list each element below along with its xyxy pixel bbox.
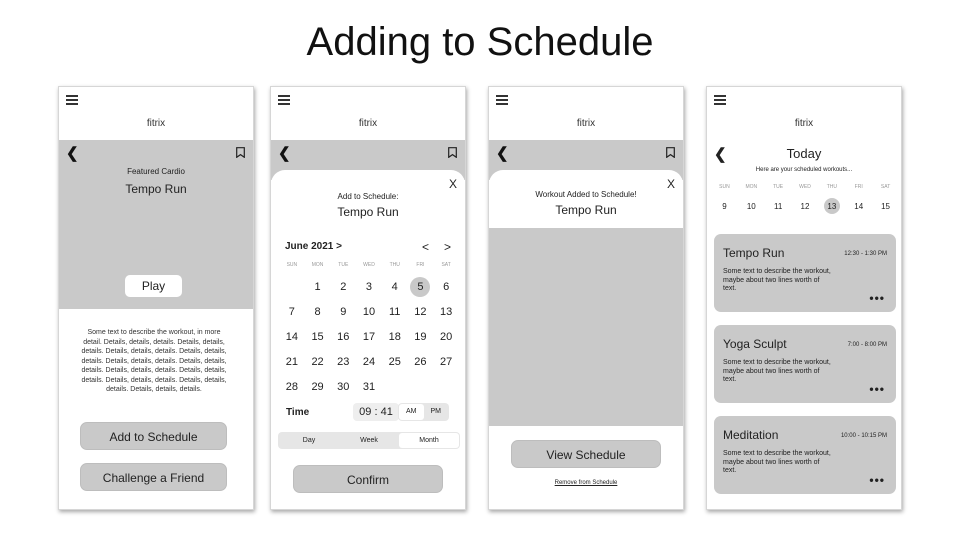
hamburger-menu-icon[interactable] (278, 95, 290, 105)
calendar-day[interactable]: 17 (362, 330, 376, 343)
view-schedule-button[interactable]: View Schedule (511, 440, 661, 468)
bookmark-icon[interactable] (666, 147, 675, 158)
time-input[interactable]: 09 : 41 (353, 403, 399, 421)
calendar-day[interactable]: 9 (340, 305, 347, 318)
bookmark-icon[interactable] (448, 147, 457, 158)
confirm-button[interactable]: Confirm (293, 465, 443, 493)
calendar-day[interactable]: 18 (388, 330, 401, 343)
calendar-day[interactable]: 23 (337, 355, 350, 368)
week-day[interactable]: 11 (773, 201, 783, 211)
app-brand: fitrix (576, 118, 596, 129)
calendar-day[interactable]: 3 (365, 280, 373, 293)
calendar-day[interactable]: 2 (340, 280, 347, 293)
weekday-label: FRI (854, 184, 863, 190)
calendar-day[interactable]: 12 (414, 305, 427, 318)
calendar-day[interactable]: 20 (440, 330, 453, 343)
weekday-label: MON (311, 262, 324, 268)
phone-screen-workout-detail (58, 86, 254, 510)
more-options-icon[interactable]: ••• (869, 473, 885, 487)
back-arrow-icon[interactable]: ❮ (278, 145, 291, 162)
calendar-day[interactable]: 10 (362, 305, 376, 318)
app-brand: fitrix (146, 118, 166, 129)
more-options-icon[interactable]: ••• (869, 291, 885, 305)
week-day[interactable]: 9 (722, 201, 727, 211)
confirmation-sheet (489, 170, 683, 510)
calendar-day[interactable]: 27 (440, 355, 453, 368)
weekday-label: SAT (880, 184, 891, 190)
am-pm-toggle (398, 403, 449, 421)
phone-screen-add-to-schedule (270, 86, 466, 510)
calendar-weekday-header (279, 262, 459, 268)
view-option-day[interactable]: Day (302, 437, 316, 444)
calendar-day[interactable]: 28 (285, 380, 298, 393)
calendar-day[interactable]: 15 (311, 330, 324, 343)
calendar-day[interactable]: 19 (414, 330, 427, 343)
weekday-label: SAT (441, 262, 451, 268)
calendar-day[interactable]: 21 (285, 355, 298, 368)
workout-description: Some text to describe the workout, in more detail. Details, details, details. Details, details, details. Details, details, details. Details, details, details. Details, details, details. Details, details, details. Details, details, details. Details, details, details. Details, details, details. Details, details, details. Details, details, details. (81, 329, 227, 393)
calendar-day[interactable]: 22 (311, 355, 324, 368)
time-label: Time (286, 407, 310, 418)
calendar-day[interactable]: 24 (362, 355, 376, 368)
am-option[interactable]: AM (399, 404, 424, 420)
calendar-day[interactable]: 29 (311, 380, 324, 393)
page-title: Today (786, 146, 822, 161)
close-icon[interactable]: X (666, 177, 675, 191)
weekday-label: THU (389, 262, 400, 268)
calendar-day[interactable]: 16 (337, 330, 350, 343)
challenge-friend-button[interactable]: Challenge a Friend (80, 463, 227, 491)
phone-screen-workout-added (488, 86, 684, 510)
week-day[interactable]: 10 (746, 201, 756, 211)
workout-name: Tempo Run (125, 182, 187, 196)
calendar-day[interactable]: 8 (314, 305, 321, 318)
calendar-day[interactable]: 6 (443, 280, 450, 293)
placeholder-area (489, 228, 683, 426)
hamburger-menu-icon[interactable] (66, 95, 78, 105)
close-icon[interactable]: X (448, 177, 457, 191)
workout-card-name: Meditation (723, 428, 779, 442)
workout-name: Tempo Run (555, 203, 617, 217)
month-selector[interactable]: June 2021 > (285, 241, 342, 252)
weekday-label: WED (363, 262, 375, 268)
workout-card[interactable] (714, 325, 896, 403)
featured-label: Featured Cardio (127, 167, 185, 176)
featured-hero (59, 140, 253, 309)
prev-month-icon[interactable]: < (422, 240, 430, 254)
back-arrow-icon[interactable]: ❮ (66, 145, 79, 162)
calendar-day[interactable]: 14 (285, 330, 298, 343)
more-options-icon[interactable]: ••• (869, 382, 885, 396)
back-arrow-icon[interactable]: ❮ (714, 146, 727, 163)
calendar-day[interactable]: 7 (288, 305, 295, 318)
workout-card-description: Some text to describe the workout, maybe about two lines worth of text. (723, 450, 831, 474)
play-button[interactable]: Play (125, 275, 182, 297)
week-weekday-header (711, 184, 899, 190)
phone-screen-today-schedule (706, 86, 902, 510)
calendar-day[interactable]: 13 (440, 305, 453, 318)
week-day[interactable]: 12 (800, 201, 810, 211)
workout-card-time: 7:00 - 8:00 PM (847, 342, 887, 348)
weekday-label: SUN (286, 262, 298, 268)
pm-option[interactable]: PM (430, 408, 441, 415)
app-brand: fitrix (794, 118, 814, 129)
calendar-day[interactable]: 26 (414, 355, 427, 368)
workout-card-description: Some text to describe the workout, maybe about two lines worth of text. (723, 268, 831, 292)
hamburger-menu-icon[interactable] (714, 95, 726, 105)
calendar-day[interactable]: 25 (388, 355, 401, 368)
sheet-subtitle: Add to Schedule: (337, 192, 399, 201)
workout-card-time: 10:00 - 10:15 PM (840, 433, 887, 439)
workout-name: Tempo Run (337, 205, 399, 219)
page-subtitle: Here are your scheduled workouts... (755, 167, 853, 173)
calendar-grid (279, 274, 459, 399)
calendar-day[interactable]: 5 (408, 274, 434, 299)
weekday-label: TUE (773, 184, 784, 190)
calendar-empty-cell (279, 274, 305, 299)
next-month-icon[interactable]: > (444, 240, 452, 254)
workout-card-description: Some text to describe the workout, maybe about two lines worth of text. (723, 359, 831, 383)
week-day[interactable]: 14 (854, 201, 864, 211)
app-brand: fitrix (358, 118, 378, 129)
back-arrow-icon[interactable]: ❮ (496, 145, 509, 162)
confirmation-message: Workout Added to Schedule! (535, 190, 637, 199)
hamburger-menu-icon[interactable] (496, 95, 508, 105)
workout-card-time: 12:30 - 1:30 PM (844, 251, 887, 257)
add-to-schedule-button[interactable]: Add to Schedule (80, 422, 227, 450)
workout-card-name: Tempo Run (723, 246, 785, 260)
workout-card-name: Yoga Sculpt (723, 337, 787, 351)
remove-from-schedule-link[interactable]: Remove from Schedule (554, 480, 618, 486)
workout-card[interactable] (714, 234, 896, 312)
week-day[interactable]: 15 (881, 201, 891, 211)
weekday-label: SUN (719, 184, 730, 190)
weekday-label: FRI (416, 262, 425, 268)
slide-title: Adding to Schedule (306, 20, 654, 64)
calendar-day[interactable]: 31 (362, 380, 376, 393)
calendar-day[interactable]: 30 (337, 380, 350, 393)
calendar-day[interactable]: 11 (388, 305, 401, 318)
weekday-label: THU (826, 184, 837, 190)
schedule-sheet (271, 170, 465, 510)
calendar-day[interactable]: 4 (391, 280, 398, 293)
bookmark-icon[interactable] (236, 147, 245, 158)
view-option-week[interactable]: Week (360, 437, 378, 444)
view-option-month[interactable]: Month (399, 433, 459, 448)
weekday-label: MON (745, 184, 758, 190)
workout-card[interactable] (714, 416, 896, 494)
weekday-label: WED (799, 184, 811, 190)
week-day-strip (711, 197, 899, 215)
weekday-label: TUE (338, 262, 349, 268)
view-mode-segmented-control (278, 432, 460, 449)
calendar-day[interactable]: 1 (314, 280, 321, 293)
week-day[interactable]: 13 (818, 197, 845, 215)
